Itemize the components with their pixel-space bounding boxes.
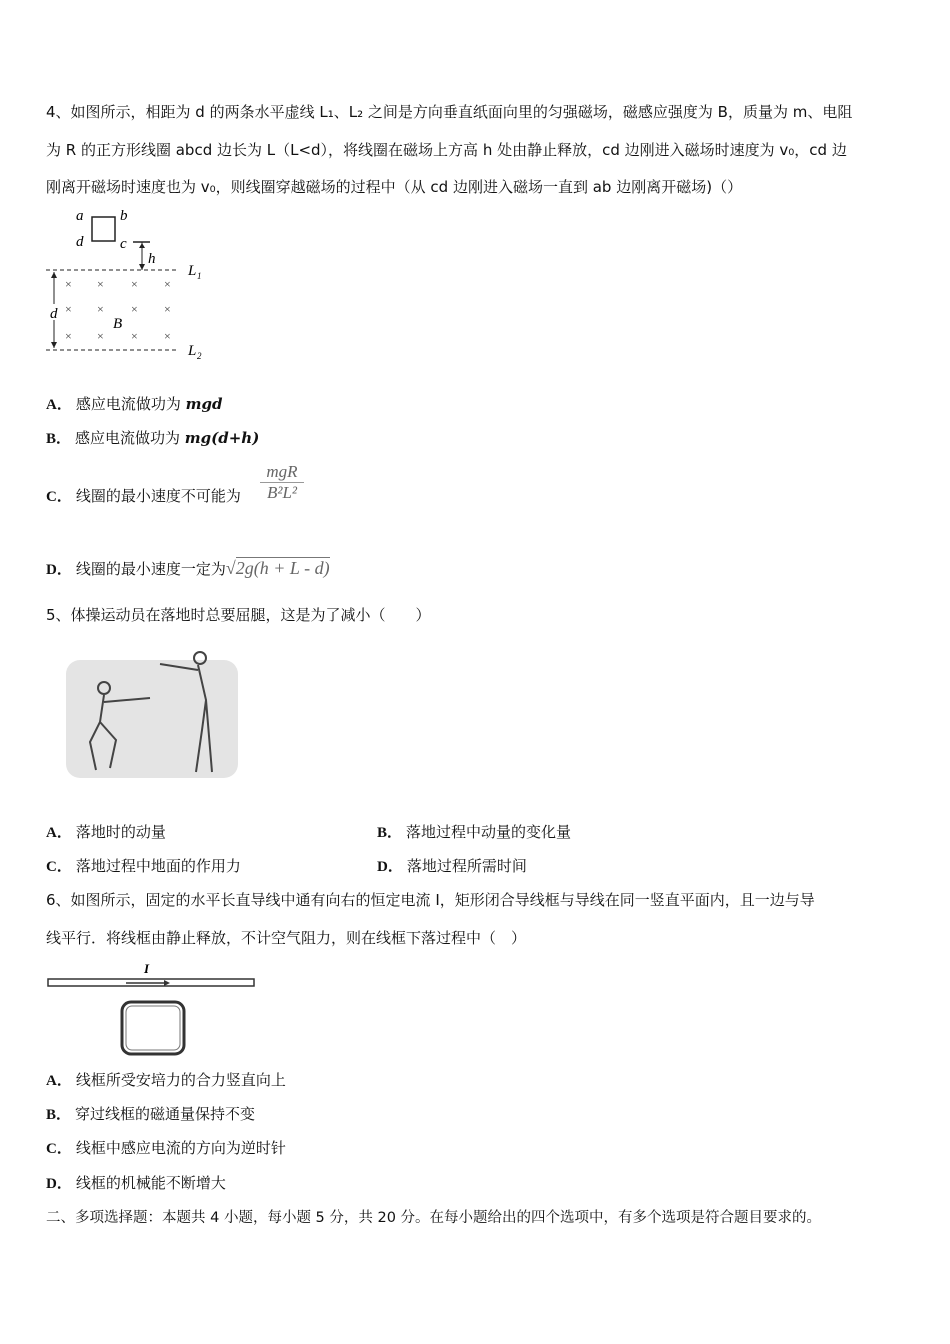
q6-option-a: A． 线框所受安培力的合力竖直向上	[46, 1071, 286, 1089]
q6-option-c: C． 线框中感应电流的方向为逆时针	[46, 1139, 286, 1157]
label-d: d	[76, 234, 84, 250]
q4-option-d: D． 线圈的最小速度一定为√2g(h + L - d)	[46, 558, 330, 578]
q4-option-c: C． 线圈的最小速度不可能为	[46, 487, 241, 505]
rectangular-loop	[122, 1002, 184, 1054]
svg-text:2: 2	[197, 351, 202, 361]
label-d-distance: d	[50, 306, 58, 322]
svg-text:×: ×	[131, 302, 138, 316]
q4-stem-line2: 为 R 的正方形线圈 abcd 边长为 L（L<d），将线圈在磁场上方高 h 处由静止释放，cd 边刚进入磁场时速度为 v₀，cd 边	[46, 141, 847, 159]
q6-stem-line2: 线平行．将线框由静止释放，不计空气阻力，则在线框下落过程中（ ）	[46, 929, 527, 947]
label-current-i: I	[144, 961, 150, 976]
field-into-page-marks	[65, 277, 171, 343]
q4-option-b: B． 感应电流做功为 mg(d+h)	[46, 429, 260, 447]
q4-magnetic-field-figure	[40, 200, 220, 365]
q4-option-c-fraction: mgR B²L²	[260, 462, 304, 503]
svg-text:1: 1	[197, 271, 202, 281]
label-a: a	[76, 208, 84, 224]
square-coil	[92, 217, 115, 241]
q5-option-d: D． 落地过程所需时间	[377, 857, 527, 875]
svg-text:×: ×	[164, 302, 171, 316]
svg-text:×: ×	[65, 329, 72, 343]
svg-text:×: ×	[97, 302, 104, 316]
q6-option-d: D． 线框的机械能不断增大	[46, 1174, 226, 1192]
q5-option-b: B． 落地过程中动量的变化量	[377, 823, 572, 841]
gymnast-landing-image	[60, 640, 240, 782]
svg-text:×: ×	[65, 302, 72, 316]
label-l2: L	[188, 343, 197, 359]
q6-wire-loop-figure	[46, 960, 258, 1058]
q6-stem-line1: 6、如图所示，固定的水平长直导线中通有向右的恒定电流 I，矩形闭合导线框与导线在同一竖直平面内，且一边与导	[46, 891, 815, 909]
q4-option-a: A． 感应电流做功为 mgd	[46, 395, 223, 413]
label-c: c	[120, 236, 127, 252]
svg-text:×: ×	[164, 277, 171, 291]
svg-text:×: ×	[164, 329, 171, 343]
current-arrow-icon	[164, 980, 170, 986]
q5-stem: 5、体操运动员在落地时总要屈腿，这是为了减小（ ）	[46, 606, 431, 624]
section-2-heading: 二、多项选择题：本题共 4 小题，每小题 5 分，共 20 分。在每小题给出的四个选项中，有多个选项是符合题目要求的。	[46, 1210, 822, 1226]
q6-option-b: B． 穿过线框的磁通量保持不变	[46, 1105, 256, 1123]
label-b-field: B	[113, 316, 123, 332]
q4-stem-line3: 刚离开磁场时速度也为 v₀，则线圈穿越磁场的过程中（从 cd 边刚进入磁场一直到 ab 边刚离开磁场)（）	[46, 178, 743, 196]
q5-option-c: C． 落地过程中地面的作用力	[46, 857, 241, 875]
svg-text:×: ×	[97, 277, 104, 291]
q5-option-a: A． 落地时的动量	[46, 823, 166, 841]
svg-text:×: ×	[131, 329, 138, 343]
svg-text:×: ×	[97, 329, 104, 343]
label-b: b	[120, 208, 128, 224]
svg-text:×: ×	[131, 277, 138, 291]
label-l1: L	[188, 263, 197, 279]
q4-stem-line1: 4、如图所示，相距为 d 的两条水平虚线 L₁、L₂ 之间是方向垂直纸面向里的匀强磁场，磁感应强度为 B，质量为 m、电阻	[46, 103, 853, 121]
label-h: h	[148, 251, 156, 267]
svg-text:×: ×	[65, 277, 72, 291]
